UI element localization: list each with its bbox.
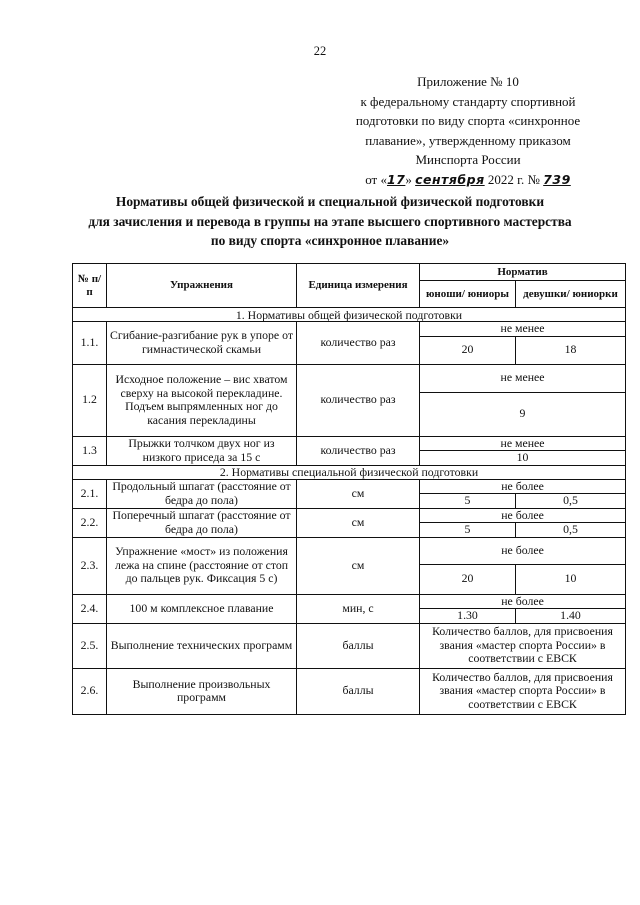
row-condition: не более — [420, 479, 626, 494]
header-unit: Единица измерения — [297, 264, 420, 308]
row-value: Количество баллов, для присвоения звания «мастер спорта России» в соответствии с ЕВСК — [420, 623, 626, 668]
row-condition: не более — [420, 594, 626, 609]
table-row — [73, 479, 626, 494]
header-girls: девушки/ юниорки — [516, 281, 626, 308]
row-unit: баллы — [297, 623, 420, 668]
row-condition: не менее — [420, 364, 626, 392]
section-row — [73, 465, 626, 479]
title-line: Нормативы общей физической и специальной физической подготовки — [115, 194, 545, 209]
row-exercise: Сгибание-разгибание рук в упоре от гимнастической скамьи — [107, 322, 297, 365]
row-unit: мин, с — [297, 594, 420, 623]
table-row — [73, 322, 626, 337]
appendix-line: Минспорта России — [415, 152, 521, 167]
row-value: 10 — [420, 451, 626, 466]
table-row — [73, 594, 626, 609]
table-row — [73, 623, 626, 668]
section-row — [73, 308, 626, 322]
row-girls-value: 10 — [516, 564, 626, 594]
row-exercise: Упражнение «мост» из положения лежа на спине (расстояние от стоп до пальцев рук. Фиксация 5 с) — [107, 537, 297, 594]
row-exercise: Поперечный шпагат (расстояние от бедра до пола) — [107, 508, 297, 537]
appendix-header — [318, 72, 618, 189]
row-girls-value: 0,5 — [516, 494, 626, 509]
row-boys-value: 20 — [420, 336, 516, 364]
table-row — [73, 364, 626, 392]
row-condition: не более — [420, 537, 626, 564]
appendix-line: плавание», утвержденному приказом — [365, 132, 571, 148]
handwritten-day: 17 — [386, 171, 406, 187]
row-condition: не менее — [420, 436, 626, 451]
row-condition: не менее — [420, 322, 626, 337]
row-exercise: Прыжки толчком двух ног из низкого приседа за 15 с — [107, 436, 297, 465]
table-header-row — [73, 264, 626, 281]
section-title: 1. Нормативы общей физической подготовки — [73, 308, 626, 322]
title-line: для зачисления и перевода в группы на этапе высшего спортивного мастерства — [88, 213, 572, 229]
row-unit: количество раз — [297, 436, 420, 465]
header-boys: юноши/ юниоры — [420, 281, 516, 308]
row-unit: баллы — [297, 668, 420, 714]
handwritten-order-number: 739 — [543, 171, 571, 187]
row-exercise: Выполнение технических программ — [107, 623, 297, 668]
table-row — [73, 668, 626, 714]
document-title — [30, 192, 630, 251]
row-exercise: Выполнение произвольных программ — [107, 668, 297, 714]
row-num: 2.3. — [73, 537, 107, 594]
handwritten-month: сентября — [415, 171, 485, 187]
row-condition: не более — [420, 508, 626, 523]
row-boys-value: 20 — [420, 564, 516, 594]
row-exercise: Исходное положение – вис хватом сверху на высокой перекладине. Подъем выпрямленных ног до касания перекладины — [107, 364, 297, 436]
header-exercise: Упражнения — [107, 264, 297, 308]
row-girls-value: 0,5 — [516, 523, 626, 538]
row-girls-value: 1.40 — [516, 609, 626, 624]
row-num: 1.1. — [73, 322, 107, 365]
header-norm: Норматив — [420, 264, 626, 281]
row-girls-value: 18 — [516, 336, 626, 364]
row-unit: см — [297, 508, 420, 537]
standards-table — [72, 263, 626, 715]
row-boys-value: 1.30 — [420, 609, 516, 624]
appendix-line: Приложение № 10 — [417, 74, 519, 89]
row-num: 2.2. — [73, 508, 107, 537]
appendix-line: подготовки по виду спорта «синхронное — [355, 113, 581, 128]
row-boys-value: 5 — [420, 494, 516, 509]
table-row — [73, 436, 626, 451]
row-value: 9 — [420, 392, 626, 436]
row-exercise: 100 м комплексное плавание — [107, 594, 297, 623]
row-num: 1.3 — [73, 436, 107, 465]
row-num: 1.2 — [73, 364, 107, 436]
title-line: по виду спорта «синхронное плавание» — [210, 233, 450, 248]
row-num: 2.5. — [73, 623, 107, 668]
table-row — [73, 537, 626, 564]
row-num: 2.6. — [73, 668, 107, 714]
appendix-line: к федеральному стандарту спортивной — [360, 93, 576, 109]
row-boys-value: 5 — [420, 523, 516, 538]
page-number: 22 — [313, 44, 327, 58]
row-unit: количество раз — [297, 322, 420, 365]
table-row — [73, 508, 626, 523]
section-title: 2. Нормативы специальной физической подготовки — [73, 465, 626, 479]
row-unit: количество раз — [297, 364, 420, 436]
row-exercise: Продольный шпагат (расстояние от бедра до пола) — [107, 479, 297, 508]
header-num: № п/п — [73, 264, 107, 308]
order-date-line: от «17» сентября 2022 г. № 739 — [365, 171, 571, 187]
row-num: 2.1. — [73, 479, 107, 508]
row-unit: см — [297, 479, 420, 508]
row-unit: см — [297, 537, 420, 594]
row-value: Количество баллов, для присвоения звания «мастер спорта России» в соответствии с ЕВСК — [420, 668, 626, 714]
row-num: 2.4. — [73, 594, 107, 623]
